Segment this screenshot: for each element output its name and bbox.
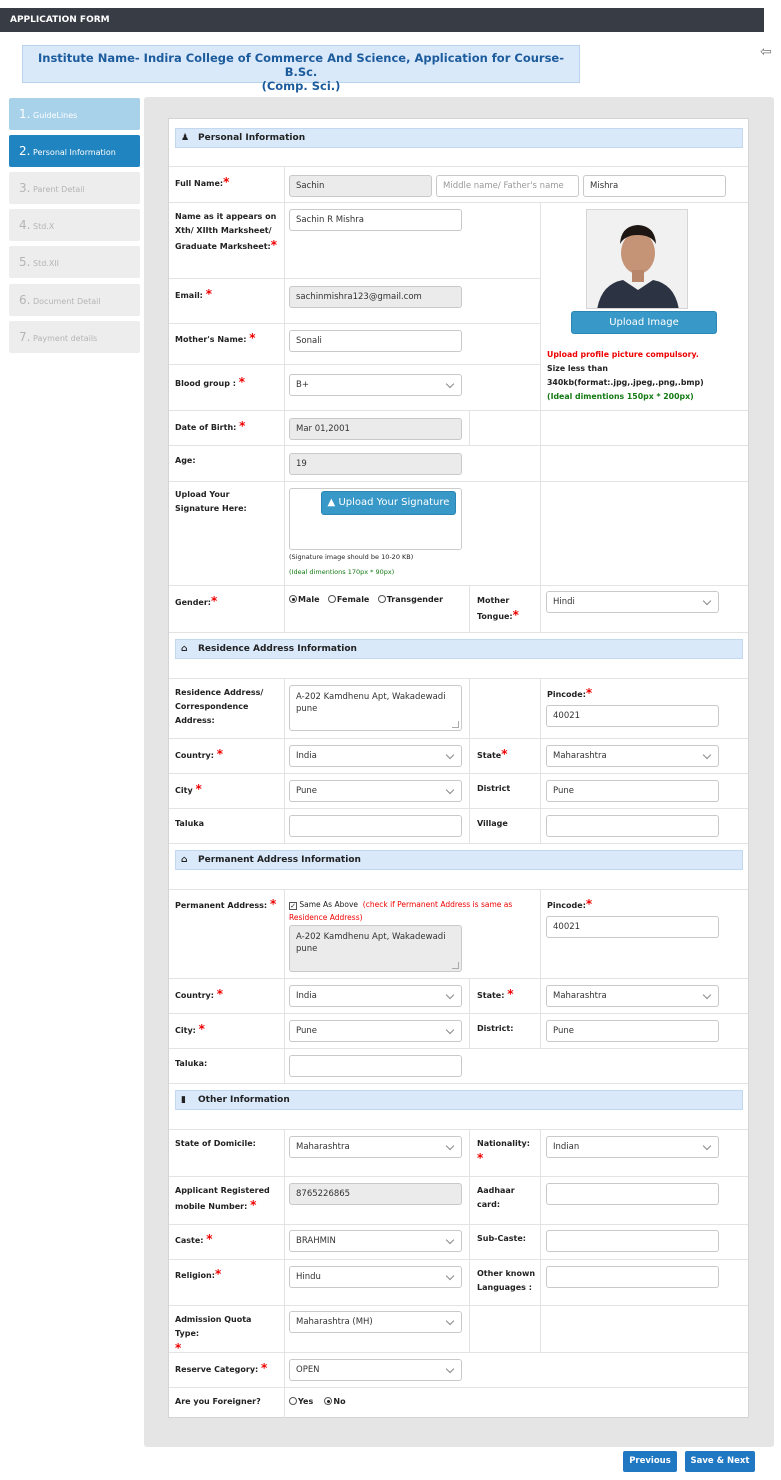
col-divider bbox=[284, 1129, 285, 1418]
col-divider bbox=[469, 585, 470, 632]
app-header: APPLICATION FORM bbox=[0, 8, 764, 32]
col-divider bbox=[469, 1129, 470, 1352]
permanent-country-label: Country: * bbox=[175, 987, 224, 1001]
age-input[interactable]: 19 bbox=[289, 453, 462, 475]
row-divider bbox=[169, 1048, 748, 1049]
col-divider bbox=[540, 889, 541, 1048]
same-as-above-row bbox=[289, 898, 534, 924]
residence-city-label: City * bbox=[175, 782, 202, 796]
step-number: 6. bbox=[19, 293, 31, 307]
aadhaar-label: Aadhaar card: bbox=[477, 1186, 515, 1209]
mother-tongue-select[interactable]: Hindi bbox=[546, 591, 719, 613]
col-divider bbox=[284, 166, 285, 632]
row-divider bbox=[169, 1083, 748, 1084]
section-permanent-address bbox=[175, 850, 743, 870]
permanent-district-input[interactable]: Pune bbox=[546, 1020, 719, 1042]
residence-pincode-label: Pincode:* bbox=[547, 686, 593, 700]
step-number: 1. bbox=[19, 107, 31, 121]
col-divider bbox=[540, 1129, 541, 1352]
section-other-information bbox=[175, 1090, 743, 1110]
step-payment-details[interactable] bbox=[9, 321, 140, 353]
row-divider bbox=[169, 1259, 748, 1260]
photo-note-dimensions: (Ideal dimentions 150px * 200px) bbox=[547, 392, 694, 401]
permanent-state-label: State: * bbox=[477, 987, 514, 1001]
residence-country-select[interactable]: India bbox=[289, 745, 462, 767]
middle-name-placeholder: Middle name/ Father's name bbox=[443, 181, 564, 191]
step-std-xii[interactable] bbox=[9, 246, 140, 278]
dob-input[interactable]: Mar 01,2001 bbox=[289, 418, 462, 440]
upload-image-button[interactable]: Upload Image bbox=[571, 311, 717, 334]
signature-label: Upload Your Signature Here: bbox=[175, 490, 247, 513]
step-label: GuideLines bbox=[33, 111, 78, 120]
permanent-country-select[interactable]: India bbox=[289, 985, 462, 1007]
permanent-city-label: City: * bbox=[175, 1022, 205, 1036]
permanent-address-label: Permanent Address: * bbox=[175, 897, 277, 911]
residence-state-select[interactable]: Maharashtra bbox=[546, 745, 719, 767]
caste-select[interactable]: BRAHMIN bbox=[289, 1230, 462, 1252]
document-icon: ▮ bbox=[181, 1095, 186, 1105]
photo-note-required: Upload profile picture compulsory. bbox=[547, 350, 699, 359]
col-divider bbox=[540, 678, 541, 843]
languages-label: Other known Languages : bbox=[477, 1269, 536, 1292]
same-as-above-note: (check if Permanent Address is same as Residence Address) bbox=[289, 900, 513, 922]
quota-label: Admission Quota Type: * bbox=[175, 1315, 252, 1355]
institute-line2: (Comp. Sci.) bbox=[261, 79, 341, 93]
subcaste-input[interactable] bbox=[546, 1230, 719, 1252]
row-divider bbox=[169, 202, 748, 203]
signature-size-note: (Signature image should be 10-20 KB) bbox=[289, 553, 414, 561]
foreigner-yes-radio[interactable]: Yes bbox=[289, 1397, 313, 1406]
step-personal-information[interactable] bbox=[9, 135, 140, 167]
radio-indicator bbox=[289, 595, 297, 603]
row-divider bbox=[169, 166, 748, 167]
reserve-category-select[interactable]: OPEN bbox=[289, 1359, 462, 1381]
middle-name-input[interactable] bbox=[436, 175, 579, 197]
row-divider bbox=[169, 445, 748, 446]
mobile-input[interactable]: 8765226865 bbox=[289, 1183, 462, 1205]
gender-female-radio[interactable]: Female bbox=[328, 595, 369, 604]
email-input[interactable]: sachinmishra123@gmail.com bbox=[289, 286, 462, 308]
mother-name-input[interactable]: Sonali bbox=[289, 330, 462, 352]
institute-banner bbox=[22, 45, 580, 93]
permanent-state-select[interactable]: Maharashtra bbox=[546, 985, 719, 1007]
reserve-category-label: Reserve Category: * bbox=[175, 1361, 268, 1375]
row-divider bbox=[169, 278, 540, 279]
last-name-input[interactable]: Mishra bbox=[583, 175, 726, 197]
step-label: Std.X bbox=[33, 222, 55, 231]
residence-country-label: Country: * bbox=[175, 747, 224, 761]
nationality-select[interactable]: Indian bbox=[546, 1136, 719, 1158]
mother-name-label: Mother's Name: * bbox=[175, 331, 256, 345]
upload-signature-button[interactable] bbox=[321, 491, 456, 515]
email-label: Email: * bbox=[175, 287, 212, 301]
same-as-above-label: Same As Above bbox=[299, 900, 359, 909]
step-parent-detail[interactable] bbox=[9, 172, 140, 204]
blood-group-select[interactable]: B+ bbox=[289, 374, 462, 396]
step-guidelines[interactable] bbox=[9, 98, 140, 130]
nationality-label: Nationality: * bbox=[477, 1139, 530, 1165]
section-title: Residence Address Information bbox=[198, 644, 357, 654]
upload-icon: ▲ bbox=[327, 497, 336, 508]
row-divider bbox=[169, 1129, 748, 1130]
residence-pincode-input[interactable]: 40021 bbox=[546, 705, 719, 727]
step-number: 2. bbox=[19, 144, 31, 158]
step-number: 4. bbox=[19, 218, 31, 232]
domicile-select[interactable]: Maharashtra bbox=[289, 1136, 462, 1158]
gender-radio-group bbox=[289, 593, 443, 607]
first-name-input[interactable]: Sachin bbox=[289, 175, 432, 197]
user-icon: ♟ bbox=[181, 133, 190, 143]
col-divider bbox=[469, 978, 470, 1048]
step-label: Payment details bbox=[33, 334, 98, 343]
domicile-label: State of Domicile: bbox=[175, 1139, 256, 1148]
section-title: Other Information bbox=[198, 1095, 290, 1105]
residence-address-label: Residence Address/ Correspondence Address: bbox=[175, 688, 264, 725]
col-divider bbox=[469, 678, 470, 843]
foreigner-no-radio[interactable]: No bbox=[324, 1397, 345, 1406]
permanent-pincode-input[interactable]: 40021 bbox=[546, 916, 719, 938]
residence-state-label: State* bbox=[477, 747, 508, 761]
gender-male-radio[interactable]: Male bbox=[289, 595, 320, 604]
permanent-address-textarea[interactable]: A-202 Kamdhenu Apt, Wakadewadi pune bbox=[289, 925, 462, 972]
age-label: Age: bbox=[175, 456, 196, 465]
row-divider bbox=[169, 481, 748, 482]
permanent-taluka-label: Taluka: bbox=[175, 1059, 208, 1068]
subcaste-label: Sub-Caste: bbox=[477, 1234, 526, 1243]
residence-address-textarea[interactable]: A-202 Kamdhenu Apt, Wakadewadi pune bbox=[289, 685, 462, 731]
col-divider bbox=[284, 678, 285, 843]
row-divider bbox=[169, 1387, 748, 1388]
row-divider bbox=[169, 843, 748, 844]
row-divider bbox=[169, 1013, 748, 1014]
institute-line1: Institute Name- Indira College of Commerce And Science, Application for Course- B.Sc. bbox=[37, 51, 564, 79]
marksheet-name-input[interactable]: Sachin R Mishra bbox=[289, 209, 462, 231]
step-number: 5. bbox=[19, 255, 31, 269]
religion-select[interactable]: Hindu bbox=[289, 1266, 462, 1288]
gender-transgender-radio[interactable]: Transgender bbox=[378, 595, 443, 604]
mobile-label: Applicant Registered mobile Number: * bbox=[175, 1186, 270, 1212]
dob-label: Date of Birth: * bbox=[175, 419, 246, 433]
languages-input[interactable] bbox=[546, 1266, 719, 1288]
left-arrow-icon[interactable]: ⇦ bbox=[760, 44, 772, 60]
row-divider bbox=[169, 410, 748, 411]
row-divider bbox=[169, 978, 748, 979]
radio-indicator bbox=[378, 595, 386, 603]
row-divider bbox=[169, 678, 748, 679]
row-divider bbox=[169, 1305, 748, 1306]
foreigner-radio-group bbox=[289, 1395, 346, 1409]
residence-district-label: District bbox=[477, 784, 511, 793]
step-std-x[interactable] bbox=[9, 209, 140, 241]
section-title: Personal Information bbox=[198, 133, 306, 143]
section-personal-information bbox=[175, 128, 743, 148]
step-number: 7. bbox=[19, 330, 31, 344]
mother-tongue-label: Mother Tongue:* bbox=[477, 596, 519, 622]
home-icon: ⌂ bbox=[181, 644, 188, 654]
row-divider bbox=[169, 773, 748, 774]
profile-photo bbox=[586, 209, 688, 309]
home-icon: ⌂ bbox=[181, 855, 188, 865]
permanent-district-label: District: bbox=[477, 1024, 514, 1033]
upload-signature-label: Upload Your Signature bbox=[338, 497, 450, 508]
aadhaar-input[interactable] bbox=[546, 1183, 719, 1205]
col-divider bbox=[469, 410, 470, 445]
permanent-taluka-input[interactable] bbox=[289, 1055, 462, 1077]
radio-indicator bbox=[324, 1397, 332, 1405]
person-avatar-icon bbox=[587, 210, 688, 309]
step-label: Document Detail bbox=[33, 297, 101, 306]
step-label: Std.XII bbox=[33, 259, 60, 268]
step-document-detail[interactable] bbox=[9, 284, 140, 316]
row-divider bbox=[169, 1176, 748, 1177]
religion-label: Religion:* bbox=[175, 1267, 222, 1281]
foreigner-label: Are you Foreigner? bbox=[175, 1397, 261, 1406]
full-name-label: Full Name:* bbox=[175, 175, 230, 189]
row-divider bbox=[169, 585, 748, 586]
signature-dimension-note: (Ideal dimentions 170px * 90px) bbox=[289, 568, 395, 576]
row-divider bbox=[169, 1224, 748, 1225]
row-divider bbox=[169, 889, 748, 890]
permanent-pincode-label: Pincode:* bbox=[547, 897, 593, 911]
residence-taluka-label: Taluka bbox=[175, 819, 204, 828]
section-residence-address bbox=[175, 639, 743, 659]
photo-note-format: 340kb(format:.jpg,.jpeg,.png,.bmp) bbox=[547, 378, 704, 387]
step-label: Personal Information bbox=[33, 148, 116, 157]
section-title: Permanent Address Information bbox=[198, 855, 361, 865]
row-divider bbox=[169, 632, 748, 633]
blood-group-label: Blood group : * bbox=[175, 375, 245, 389]
row-divider bbox=[169, 808, 748, 809]
row-divider bbox=[169, 323, 540, 324]
permanent-city-select[interactable]: Pune bbox=[289, 1020, 462, 1042]
row-divider bbox=[169, 364, 540, 365]
same-as-above-checkbox[interactable]: ✓ bbox=[290, 902, 296, 910]
step-label: Parent Detail bbox=[33, 185, 85, 194]
col-divider bbox=[540, 202, 541, 632]
col-divider bbox=[284, 889, 285, 1083]
photo-note-size: Size less than bbox=[547, 364, 608, 373]
residence-village-input[interactable] bbox=[546, 815, 719, 837]
marksheet-name-label: Name as it appears on Xth/ XIIth Marksheet/ Graduate Marksheet:* bbox=[175, 212, 278, 252]
save-next-button[interactable]: Save & Next bbox=[685, 1451, 755, 1472]
residence-village-label: Village bbox=[477, 819, 508, 828]
row-divider bbox=[169, 738, 748, 739]
previous-button[interactable]: Previous bbox=[623, 1451, 677, 1472]
radio-indicator bbox=[289, 1397, 297, 1405]
residence-taluka-input[interactable] bbox=[289, 815, 462, 837]
residence-city-select[interactable]: Pune bbox=[289, 780, 462, 802]
quota-select[interactable]: Maharashtra (MH) bbox=[289, 1311, 462, 1333]
step-number: 3. bbox=[19, 181, 31, 195]
radio-indicator bbox=[328, 595, 336, 603]
caste-label: Caste: * bbox=[175, 1232, 213, 1246]
gender-label: Gender:* bbox=[175, 594, 218, 608]
residence-district-input[interactable]: Pune bbox=[546, 780, 719, 802]
